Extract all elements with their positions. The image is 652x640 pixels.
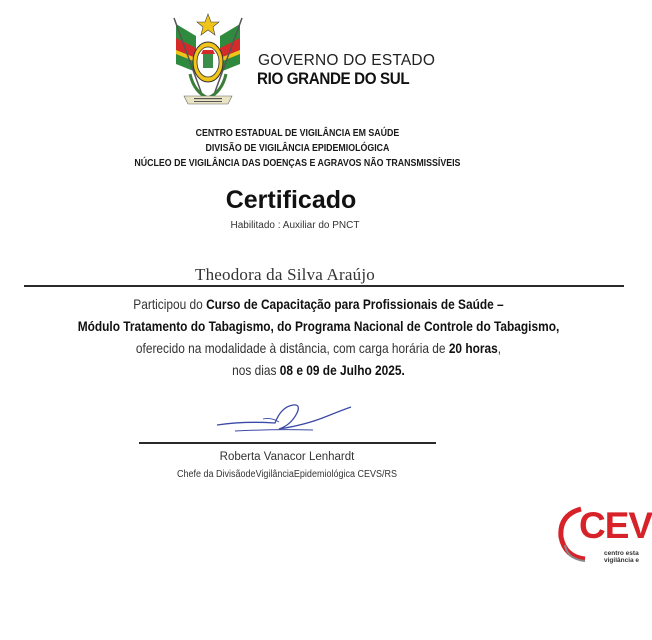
body-text: ,	[497, 340, 502, 356]
department-line-1: CENTRO ESTADUAL DE VIGILÂNCIA EM SAÚDE	[195, 127, 400, 139]
body-line-1	[47, 296, 591, 312]
name-underline	[24, 285, 624, 287]
signatory-name: Roberta Vanacor Lenhardt	[219, 451, 355, 463]
cevs-logo-caption	[604, 550, 639, 564]
body-text: oferecido na modalidade à distância, com carga horária de	[135, 340, 449, 356]
signature-line	[139, 442, 436, 444]
cevs-logo	[555, 505, 652, 565]
certificate-subtitle: Habilitado : Auxiliar do PNCT	[230, 220, 360, 231]
course-dates: 08 e 09 de Julho 2025.	[279, 362, 405, 378]
course-title-part-2: Módulo Tratamento do Tabagismo, do Programa Nacional de Controle do Tabagismo,	[77, 318, 560, 334]
department-line-2: DIVISÃO DE VIGILÂNCIA EPIDEMIOLÓGICA	[205, 142, 390, 154]
government-line-2: RIO GRANDE DO SUL	[257, 70, 410, 88]
course-title-part-1: Curso de Capacitação para Profissionais de Saúde –	[206, 296, 504, 312]
cevs-caption-line-1: centro esta	[604, 550, 639, 557]
recipient-name: Theodora da Silva Araújo	[195, 265, 375, 284]
state-coat-of-arms-icon	[170, 14, 246, 112]
cevs-logo-text: CEV	[579, 505, 652, 546]
course-hours: 20 horas	[448, 340, 498, 356]
body-line-3	[47, 340, 591, 356]
handwritten-signature	[205, 395, 355, 440]
government-line-1: GOVERNO DO ESTADO	[258, 52, 436, 69]
cevs-caption-line-2: vigilância e	[604, 557, 640, 564]
body-text: nos dias	[232, 362, 280, 378]
body-line-4	[47, 362, 591, 378]
body-text: Participou do	[133, 296, 207, 312]
department-line-3: NÚCLEO DE VIGILÂNCIA DAS DOENÇAS E AGRAVOS NÃO TRANSMISSÍVEIS	[134, 157, 461, 169]
signatory-role: Chefe da DivisãodeVigilânciaEpidemiológica CEVS/RS	[177, 469, 397, 480]
body-line-2	[47, 318, 591, 334]
certificate-title: Certificado	[225, 186, 357, 214]
